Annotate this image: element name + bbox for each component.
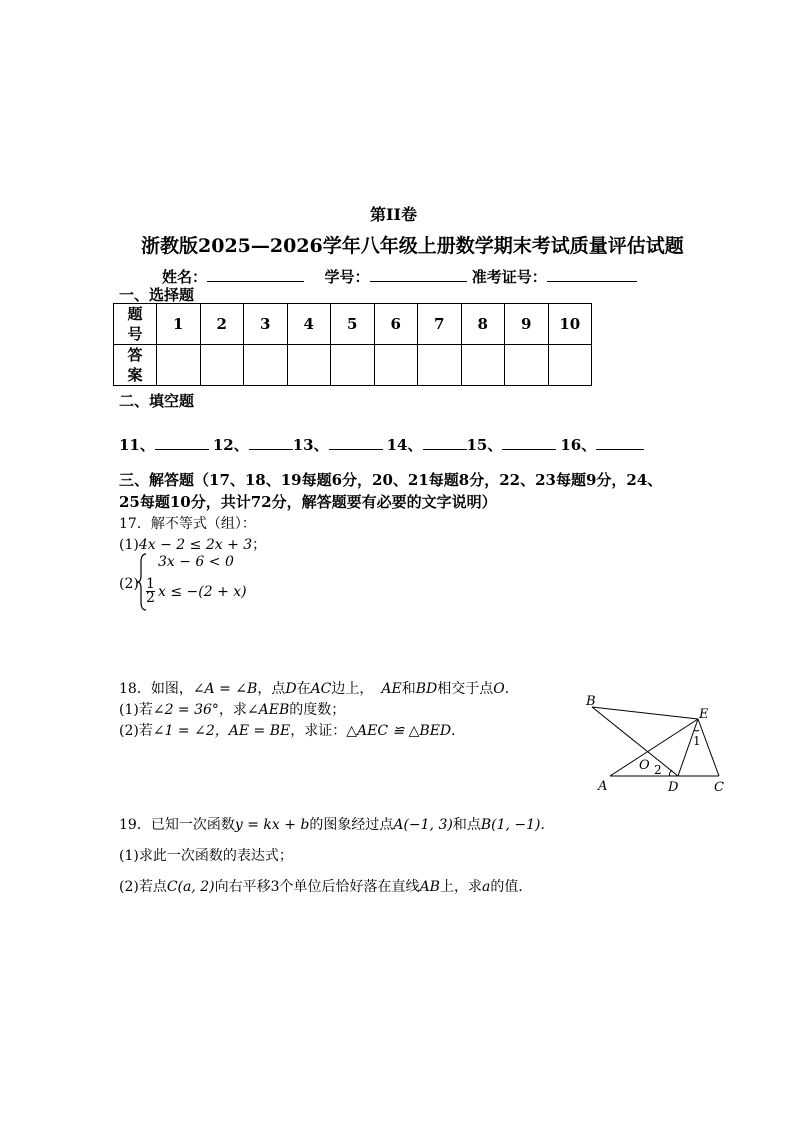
section-solution-title-line2: 25每题10分，共计72分，解答题要有必要的文字说明） [119, 493, 497, 511]
q18-text: ． [451, 723, 466, 739]
q18-geometry-figure [580, 690, 730, 800]
q18-point: D [285, 681, 297, 697]
fill-label-16: 16、 [560, 436, 597, 454]
student-id-label: 学号： [324, 268, 370, 286]
answer-cell-4[interactable] [287, 345, 331, 386]
q19-point-C: C(a, 2) [166, 879, 215, 895]
answer-row-label: 答案 [114, 345, 157, 386]
question-number-9: 9 [505, 304, 549, 345]
answer-cell-5[interactable] [331, 345, 375, 386]
q18-angle-value: ∠2 = 36° [152, 702, 219, 718]
fill-label-11: 11、 [119, 436, 155, 454]
answer-cell-3[interactable] [244, 345, 288, 386]
section-solution-title-line1: 三、解答题（17、18、19每题6分，20、21每题8分，22、23每题9分，24、 [119, 471, 663, 489]
student-info-row [162, 266, 637, 287]
section-fill-title: 二、填空题 [119, 392, 195, 410]
q17-fraction-denominator: 2 [146, 590, 155, 606]
q19-text: ． [540, 817, 555, 833]
answer-cell-6[interactable] [374, 345, 418, 386]
figure-label-1: 1 [693, 734, 701, 748]
page-title: 浙教版2025—2026学年八年级上册数学期末考试质量评估试题 [141, 235, 684, 257]
answer-cell-2[interactable] [200, 345, 244, 386]
volume-label: 第II卷 [370, 205, 417, 224]
q18-stem [119, 678, 519, 698]
question-number-7: 7 [418, 304, 462, 345]
q17-fraction-numerator: 1 [146, 576, 155, 592]
q18-text: 边上， [331, 681, 374, 697]
angle-2-arc [669, 770, 672, 776]
q19-text: 19．已知一次函数 [119, 817, 235, 833]
question-number-1: 1 [157, 304, 201, 345]
figure-label-D: D [668, 780, 679, 795]
answer-cell-8[interactable] [461, 345, 505, 386]
answer-cell-9[interactable] [505, 345, 549, 386]
q18-text: 的度数； [289, 702, 346, 718]
q17-part2-prefix: (2) [119, 576, 139, 592]
q17-part1-suffix: ； [252, 537, 267, 553]
q19-stem [119, 814, 555, 834]
fill-blank-15[interactable] [502, 435, 556, 450]
q18-text: (2)若 [119, 723, 153, 739]
q19-text: (2)若点 [119, 879, 167, 895]
fill-label-13: 13、 [292, 436, 329, 454]
fill-label-12: 12、 [212, 436, 249, 454]
question-row-label: 题号 [114, 304, 157, 345]
fill-blank-13[interactable] [329, 435, 383, 450]
q17-part1-inequality: 4x − 2 ≤ 2x + 3 [138, 537, 253, 553]
question-number-4: 4 [287, 304, 331, 345]
q19-part2 [119, 876, 532, 896]
q18-segment: AC [310, 681, 332, 697]
q18-segment: AE [381, 681, 402, 697]
q18-text: ，求 [218, 702, 247, 718]
q19-text: 的值． [490, 879, 533, 895]
q18-part1 [119, 699, 345, 719]
segment-BE [592, 707, 698, 719]
answer-row [114, 345, 592, 386]
answer-cell-10[interactable] [548, 345, 592, 386]
fill-blank-16[interactable] [596, 435, 644, 450]
q17-system-line2: x ≤ −(2 + x) [158, 584, 247, 600]
figure-label-A: A [598, 779, 608, 794]
fill-label-15: 15、 [466, 436, 503, 454]
figure-label-O: O [639, 758, 650, 773]
q18-text: 18．如图， [119, 681, 193, 697]
name-label: 姓名： [162, 268, 208, 286]
q19-text: 和点 [452, 817, 481, 833]
figure-label-E: E [699, 707, 709, 722]
segment-BD [592, 707, 678, 776]
question-number-6: 6 [374, 304, 418, 345]
figure-label-C: C [714, 780, 724, 795]
question-number-row [114, 304, 592, 345]
q18-point: O [493, 681, 505, 697]
q19-variable: a [481, 879, 491, 895]
q18-text: 在 [296, 681, 311, 697]
q18-text: 相交于点 [437, 681, 494, 697]
q18-angle: ∠AEB [246, 702, 290, 718]
q18-text: ． [504, 681, 519, 697]
q19-line: AB [419, 879, 440, 895]
question-number-8: 8 [461, 304, 505, 345]
q17-stem: 17．解不等式（组）： [119, 516, 256, 532]
fill-blank-row [119, 434, 644, 455]
q17-part1-prefix: (1) [119, 537, 139, 553]
q18-condition: ∠1 = ∠2，AE = BE [152, 723, 291, 739]
fill-blank-11[interactable] [155, 435, 209, 450]
question-number-5: 5 [331, 304, 375, 345]
q19-point-A: A(−1, 3) [393, 817, 453, 833]
figure-label-2: 2 [654, 763, 662, 777]
q18-text: ，求证： [290, 723, 347, 739]
exam-number-blank[interactable] [547, 267, 637, 282]
q19-point-B: B(1, −1) [480, 817, 541, 833]
q17-fraction [146, 578, 155, 605]
q19-text: 的图象经过点 [309, 817, 394, 833]
question-number-2: 2 [200, 304, 244, 345]
question-number-3: 3 [244, 304, 288, 345]
section-choice-title: 一、选择题 [119, 286, 195, 304]
q18-segment: BD [415, 681, 438, 697]
q18-text: (1)若 [119, 702, 153, 718]
q19-text: 上，求 [439, 879, 482, 895]
q18-angle-eq: ∠A = ∠B [192, 681, 258, 697]
q17-part1 [119, 534, 266, 554]
q19-part1: (1)求此一次函数的表达式； [119, 848, 293, 864]
q19-text: 向右平移3个单位后恰好落在直线 [214, 879, 420, 895]
segment-EC [698, 719, 719, 776]
question-number-10: 10 [548, 304, 592, 345]
angle-1-arc [694, 730, 699, 731]
q18-text: 和 [401, 681, 416, 697]
q17-system-line1: 3x − 6 < 0 [158, 554, 234, 570]
answer-table [113, 303, 592, 386]
q18-part2 [119, 720, 465, 740]
student-id-blank[interactable] [370, 267, 467, 282]
fill-label-14: 14、 [386, 436, 423, 454]
exam-number-label: 准考证号： [471, 268, 547, 286]
figure-label-B: B [586, 694, 596, 709]
q18-text: ，点 [257, 681, 286, 697]
answer-cell-1[interactable] [157, 345, 201, 386]
q19-function: y = kx + b [234, 817, 310, 833]
name-blank[interactable] [207, 267, 304, 282]
fill-blank-14[interactable] [423, 435, 467, 450]
fill-blank-12[interactable] [249, 435, 293, 450]
answer-cell-7[interactable] [418, 345, 462, 386]
q18-congruence: △AEC ≌ △BED [346, 723, 452, 739]
